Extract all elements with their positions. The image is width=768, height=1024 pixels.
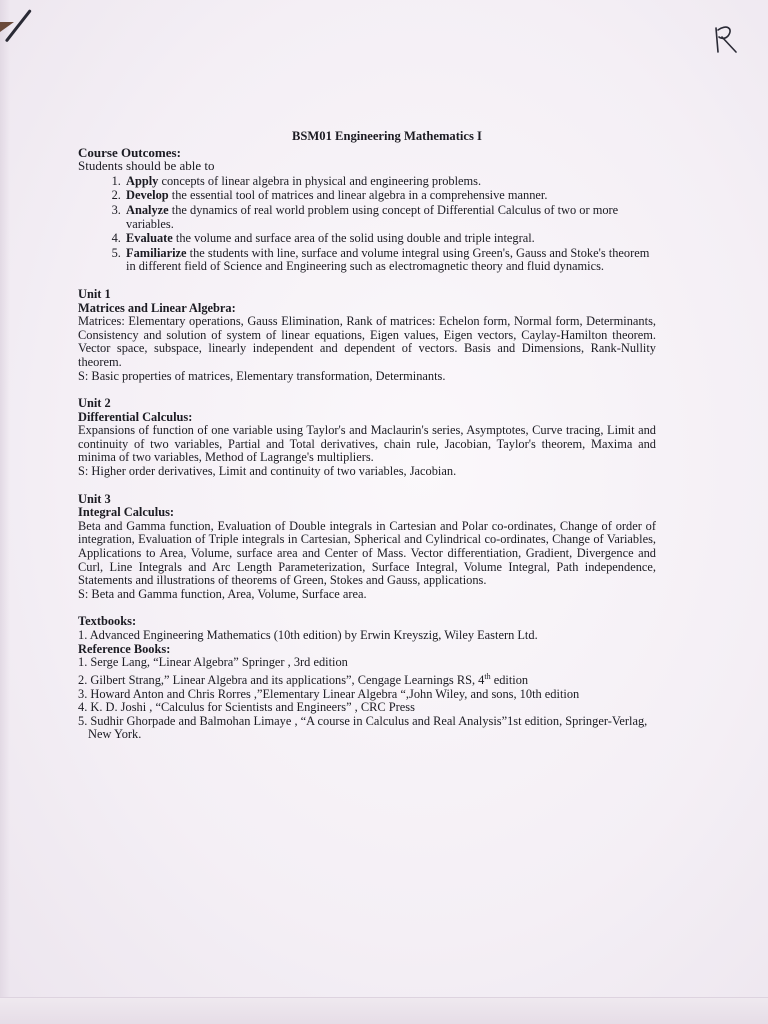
course-outcomes-intro: Students should be able to: [78, 158, 215, 174]
course-outcomes-heading: Course Outcomes:: [78, 144, 181, 160]
syllabus-document: [78, 130, 656, 742]
textbooks-heading: Textbooks:: [78, 614, 137, 629]
unit-body: Beta and Gamma function, Evaluation of Double integrals in Cartesian and Polar co-ordinates, Change of order of integration, Evaluation of Triple integrals in Cartesian, Spherical and Cylindrical co-ordinates, Change of Variables, Applications to Area, Volume, surface area and Center of Mass. Vector differentiation, Gradient, Divergence and Curl, Line Integrals and Arc Length Parameterization, Surface Integral, Volume Integral, Path independence, Statements and illustrations of theorems of Green, Stokes and Gauss, applications.: [78, 518, 656, 588]
outcomes-list: [78, 175, 656, 274]
handwritten-initial-icon: [712, 22, 740, 56]
unit-label: Unit 1: [78, 286, 111, 301]
course-outcomes-section: [78, 146, 656, 274]
unit-2-section: [78, 397, 656, 479]
outcome-item: 3. Analyze the dynamics of real world problem using concept of Differential Calculus of two or more variables.: [124, 204, 656, 231]
unit-title: Integral Calculus:: [78, 505, 175, 520]
unit-self-study: S: Higher order derivatives, Limit and continuity of two variables, Jacobian.: [78, 464, 457, 479]
paper-bottom-edge: [0, 997, 768, 1024]
textbooks-section: [78, 615, 656, 741]
reference-item: 4. K. D. Joshi , “Calculus for Scientists and Engineers” , CRC Press: [78, 700, 415, 715]
reference-books-heading: Reference Books:: [78, 641, 171, 656]
outcome-item: 2. Develop the essential tool of matrices and linear algebra in a comprehensive manner.: [124, 189, 656, 203]
unit-1-section: [78, 288, 656, 383]
unit-body: Matrices: Elementary operations, Gauss Elimination, Rank of matrices: Echelon form, Normal form, Determinants, Consistency and solution of system of linear equations, Eigen values, Eigen vectors, Caylay-Hamilton theorem. Vector space, subspace, linearly independent and dependent of vectors. Basis and Dimensions, Rank-Nullity theorem.: [78, 314, 656, 369]
reference-item: 3. Howard Anton and Chris Rorres ,”Elementary Linear Algebra “,John Wiley, and sons, 10th edition: [78, 686, 580, 701]
unit-3-section: [78, 493, 656, 602]
reference-item: 1. Serge Lang, “Linear Algebra” Springer , 3rd edition: [78, 655, 348, 670]
unit-title: Differential Calculus:: [78, 409, 193, 424]
unit-label: Unit 3: [78, 491, 111, 506]
unit-title: Matrices and Linear Algebra:: [78, 300, 236, 315]
unit-self-study: S: Beta and Gamma function, Area, Volume, Surface area.: [78, 586, 367, 601]
textbook-item: 1. Advanced Engineering Mathematics (10th edition) by Erwin Kreyszig, Wiley Eastern Ltd.: [78, 628, 538, 642]
outcome-item: 5. Familiarize the students with line, surface and volume integral using Green's, Gauss and Stoke's theorem in different field of Science and Engineering such as electromagnetic theory and fluid dynamics.: [124, 247, 656, 274]
unit-label: Unit 2: [78, 396, 111, 411]
reference-item: 5. Sudhir Ghorpade and Balmohan Limaye , “A course in Calculus and Real Analysis”1st edition, Springer-Verlag, New York.: [78, 713, 648, 742]
document-title: BSM01 Engineering Mathematics I: [292, 129, 482, 143]
outcome-item: 4. Evaluate the volume and surface area of the solid using double and triple integral.: [124, 232, 656, 246]
outcome-item: 1. Apply concepts of linear algebra in physical and engineering problems.: [124, 175, 656, 189]
unit-self-study: S: Basic properties of matrices, Elementary transformation, Determinants.: [78, 368, 446, 383]
unit-body: Expansions of function of one variable using Taylor's and Maclaurin's series, Asymptotes, Curve tracing, Limit and continuity of two variables, Partial and Total derivatives, chain rule, Jacobian, Taylor's theorem, Maxima and minima of two variables, Method of Lagrange's multipliers.: [78, 423, 656, 465]
paper-shadow-left: [0, 0, 10, 1024]
reference-item: 2. Gilbert Strang,” Linear Algebra and its applications”, Cengage Learnings RS, 4th edition: [78, 671, 529, 687]
